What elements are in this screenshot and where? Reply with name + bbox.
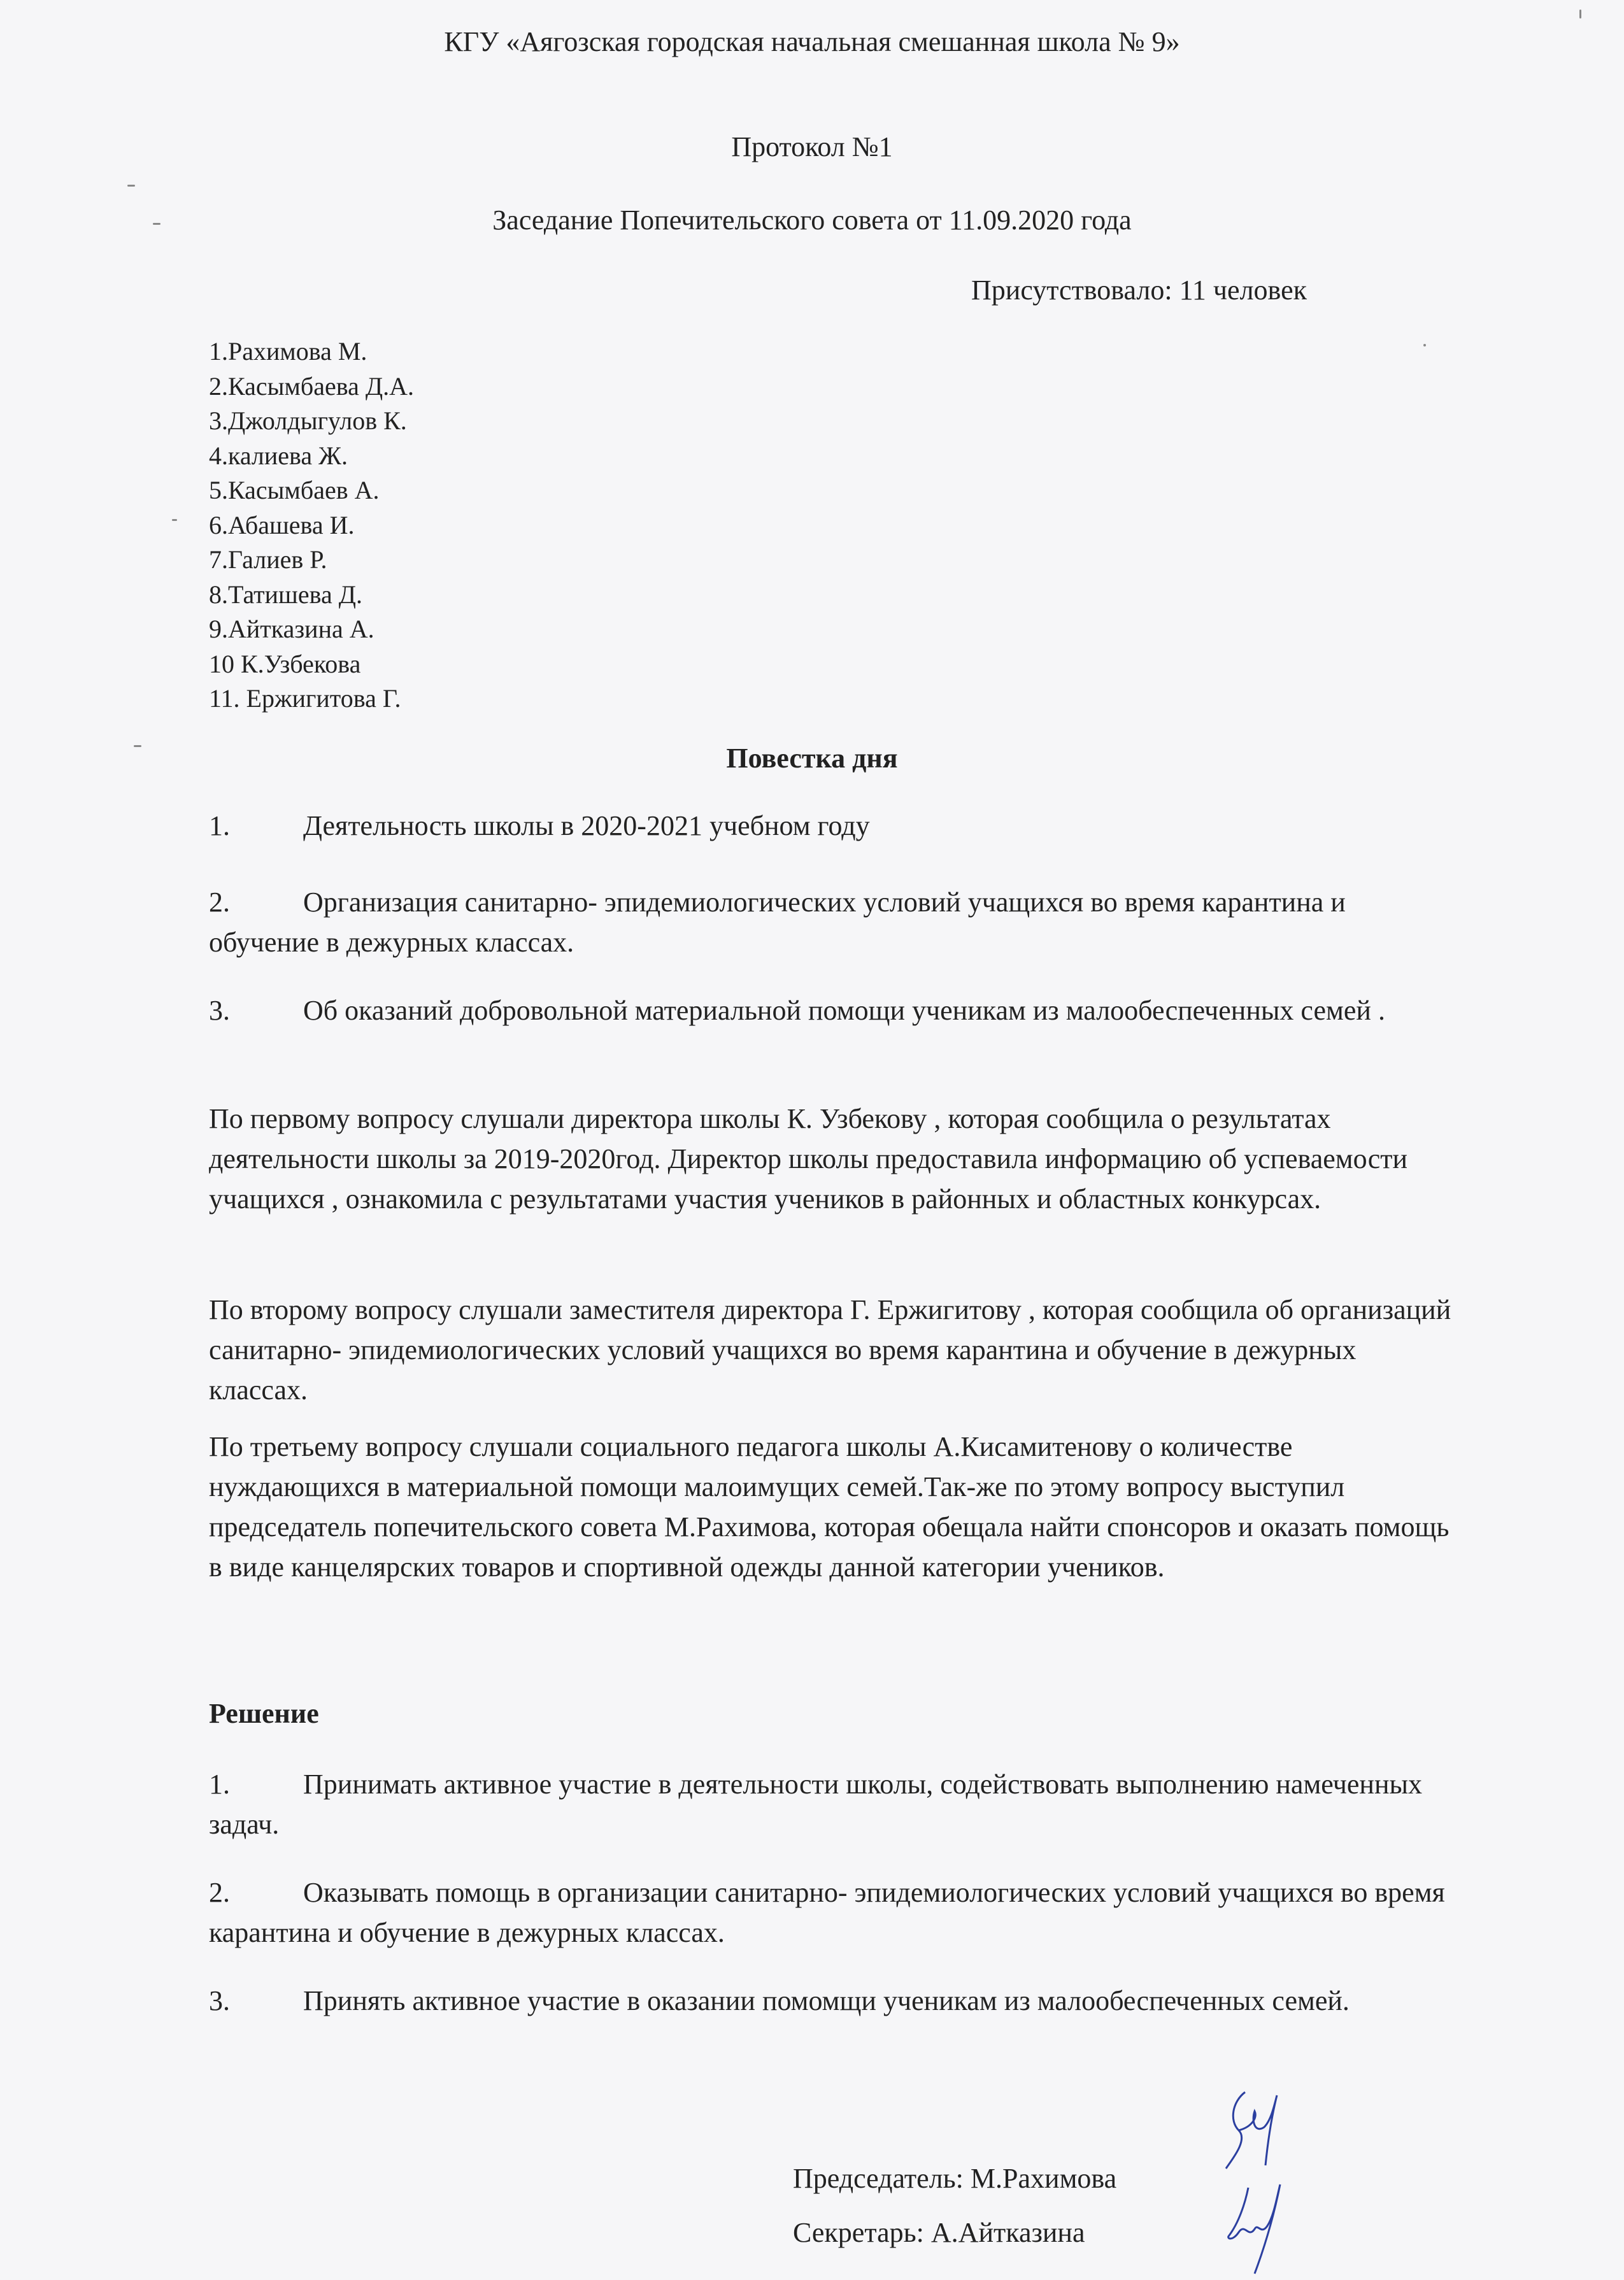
decision-item <box>209 1981 1457 2021</box>
scan-speck <box>1579 10 1581 18</box>
signature-stroke <box>1229 2184 1280 2274</box>
scan-speck <box>134 745 141 747</box>
decision-item <box>209 1764 1457 1844</box>
agenda-item-number: 1. <box>209 810 230 841</box>
agenda-heading: Повестка дня <box>726 743 898 774</box>
attendance-count: Присутствовало: 11 человек <box>971 274 1307 306</box>
discussion-paragraph: По второму вопросу слушали заместителя директора Г. Ержигитову , которая сообщила об организаций санитарно- эпидемиологических условий учащихся во время карантина и обучение в дежурных классах. <box>209 1294 1451 1406</box>
attendee-item: 1.Рахимова М. <box>209 337 367 366</box>
agenda-item-text: Об оказаний добровольной материальной помощи ученикам из малообеспеченных семей . <box>303 995 1385 1026</box>
attendee-item: 2.Касымбаева Д.А. <box>209 371 414 401</box>
agenda-item-text: Организация санитарно- эпидемиологических условий учащихся во время карантина и обучение в дежурных классах. <box>209 887 1346 958</box>
decision-item-text: Принять активное участие в оказании помомщи ученикам из малообеспеченных семей. <box>303 1985 1350 2016</box>
attendee-item: 11. Ержигитова Г. <box>209 684 401 713</box>
protocol-number: Протокол №1 <box>731 131 893 162</box>
chair-signature-line: Председатель: М.Рахимова <box>793 2163 1117 2194</box>
scan-speck <box>172 519 177 521</box>
attendee-item: 6.Абашева И. <box>209 510 355 539</box>
decision-item-number: 2. <box>209 1877 230 1908</box>
agenda-item-text: Деятельность школы в 2020-2021 учебном году <box>303 810 870 841</box>
attendee-list <box>209 334 414 716</box>
discussion-paragraph: По первому вопросу слушали директора школы К. Узбекову , которая сообщила о результатах деятельности школы за 2019-2020год. Директор школы предоставила информацию об успеваемости учащихся , ознакомила с результатами участия учеников в районных и областных конкурсах. <box>209 1103 1408 1215</box>
attendee-item: 5.Касымбаев А. <box>209 476 380 504</box>
discussion-paragraph: По третьему вопросу слушали социального педагога школы А.Кисамитенову о количестве нуждающихся в материальной помощи малоимущих семей.Так-же по этому вопросу выступил председатель попечительского совета М.Рахимова, которая обещала найти спонсоров и оказать помощь в виде канцелярских товаров и спортивной одежды данной категории учеников. <box>209 1431 1449 1583</box>
secretary-signature-line: Секретарь: А.Айтказина <box>793 2217 1085 2248</box>
attendee-item: 3.Джолдыгулов К. <box>209 406 407 435</box>
organization-title: КГУ «Аягозская городская начальная смешанная школа № 9» <box>444 26 1180 57</box>
decision-item <box>209 1872 1457 1953</box>
decision-item-number: 3. <box>209 1985 230 2016</box>
secretary-signature-icon <box>1220 2178 1290 2280</box>
decision-heading: Решение <box>209 1698 319 1729</box>
signature-stroke <box>1226 2092 1277 2169</box>
agenda-item-number: 3. <box>209 995 230 1026</box>
attendee-item: 7.Галиев Р. <box>209 545 327 574</box>
attendee-item: 9.Айтказина А. <box>209 615 374 643</box>
agenda-item <box>209 882 1457 962</box>
attendee-item: 4.калиева Ж. <box>209 441 348 470</box>
scan-speck <box>1423 344 1426 346</box>
chair-signature-icon <box>1220 2083 1290 2178</box>
agenda-item <box>209 990 1457 1030</box>
meeting-title: Заседание Попечительского совета от 11.09.2020 года <box>492 204 1132 236</box>
decision-item-text: Принимать активное участие в деятельности школы, содействовать выполнению намеченных задач. <box>209 1769 1423 1840</box>
attendee-item: 10 К.Узбекова <box>209 649 361 678</box>
decision-item-text: Оказывать помощь в организации санитарно- эпидемиологических условий учащихся во время карантина и обучение в дежурных классах. <box>209 1877 1445 1948</box>
agenda-item-number: 2. <box>209 887 230 918</box>
agenda-item <box>209 806 1457 846</box>
scan-speck <box>153 223 160 225</box>
scan-speck <box>127 185 135 187</box>
attendee-item: 8.Татишева Д. <box>209 580 362 609</box>
decision-item-number: 1. <box>209 1769 230 1800</box>
